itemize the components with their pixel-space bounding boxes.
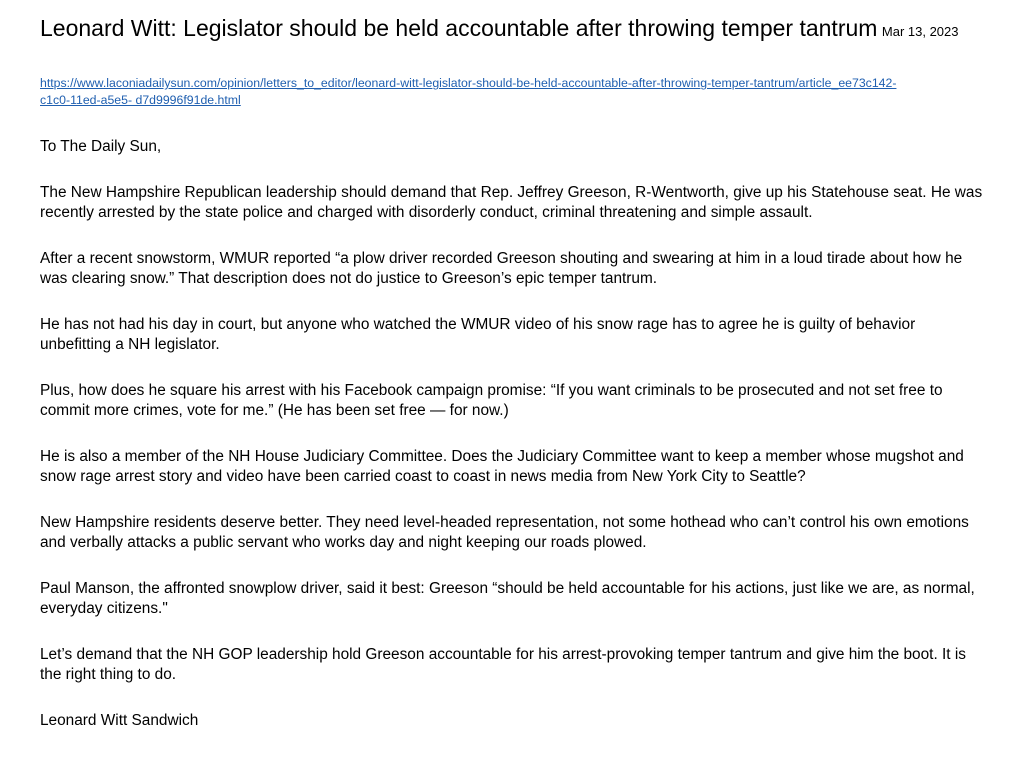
letter-paragraph: The New Hampshire Republican leadership should demand that Rep. Jeffrey Greeson, R-Wentworth, give up his Statehouse seat. He was recently arrested by the state police and charged with disorderly conduct, criminal threatening and simple assault. (40, 184, 983, 222)
letter-paragraph: Plus, how does he square his arrest with his Facebook campaign promise: “If you want criminals to be prosecuted and not set free to commit more crimes, vote for me.” (He has been set free — for now.) (40, 382, 943, 420)
article-url-link[interactable]: https://www.laconiadailysun.com/opinion/letters_to_editor/leonard-witt-legislator-should-be-held-accountable-after-throwing-temper-tantrum/article_ee73c142-c1c0-11ed-a5e5- d7d9996f91de.html (40, 76, 897, 108)
letter-greeting: To The Daily Sun, (40, 138, 162, 156)
letter-paragraph: Paul Manson, the affronted snowplow driver, said it best: Greeson “should be held accountable for his actions, just like we are, as normal, everyday citizens." (40, 580, 975, 618)
article-date: Mar 13, 2023 (881, 24, 959, 39)
letter-paragraph: After a recent snowstorm, WMUR reported “a plow driver recorded Greeson shouting and swearing at him in a loud tirade about how he was clearing snow.” That description does not do justice to Greeson’s epic temper tantrum. (40, 250, 963, 288)
article (40, 16, 990, 731)
letter-paragraph: He has not had his day in court, but anyone who watched the WMUR video of his snow rage has to agree he is guilty of behavior unbefitting a NH legislator. (40, 316, 916, 354)
letter-paragraph: New Hampshire residents deserve better. They need level-headed representation, not some hothead who can’t control his own emotions and verbally attacks a public servant who works day and night keeping our roads plowed. (40, 514, 969, 552)
letter-paragraph: He is also a member of the NH House Judiciary Committee. Does the Judiciary Committee want to keep a member whose mugshot and snow rage arrest story and video have been carried coast to coast in news media from New York City to Seattle? (40, 448, 964, 486)
article-header (40, 16, 990, 41)
letter-signature: Leonard Witt Sandwich (40, 712, 199, 730)
letter-paragraph: Let’s demand that the NH GOP leadership hold Greeson accountable for his arrest-provoking temper tantrum and give him the boot. It is the right thing to do. (40, 646, 966, 684)
article-title: Leonard Witt: Legislator should be held accountable after throwing temper tantrum (40, 15, 878, 41)
